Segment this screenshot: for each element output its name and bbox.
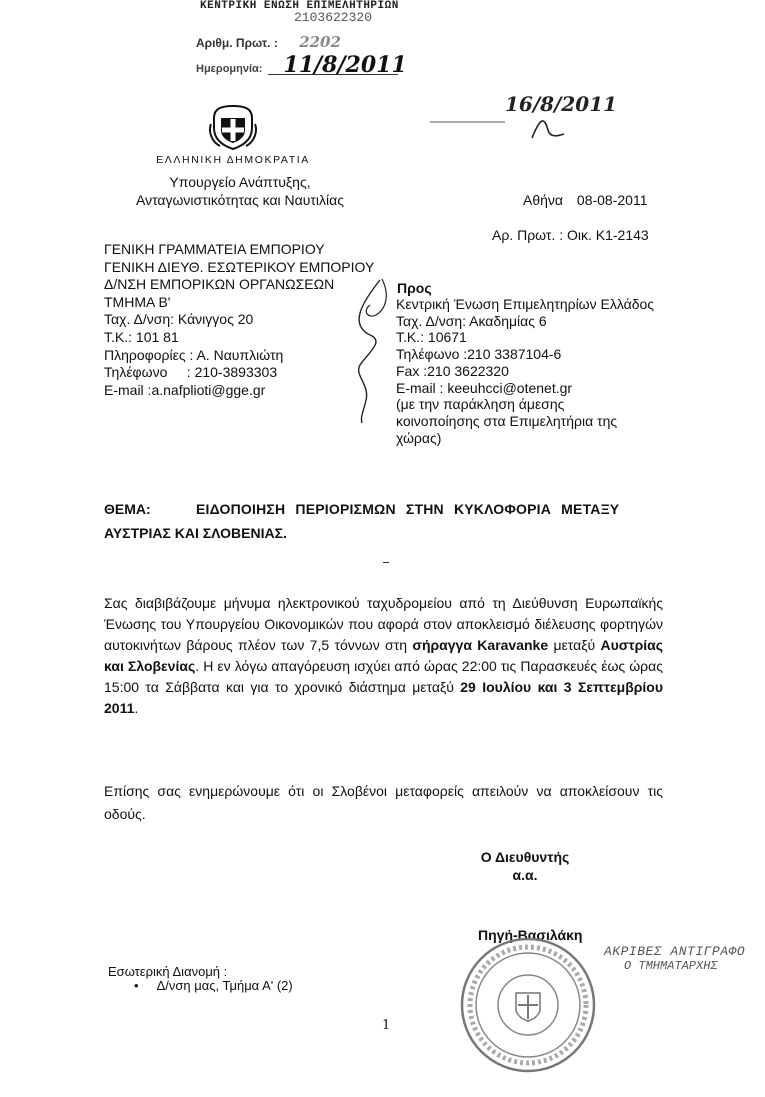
subject-label: ΘΕΜΑ: bbox=[104, 501, 151, 517]
body-emphasis: Αυστρίας και Σλοβενίας bbox=[104, 637, 664, 674]
recipient-label: Προς bbox=[397, 280, 432, 296]
recipient-line: Τηλέφωνο :210 3387104-6 bbox=[396, 346, 562, 363]
sender-block bbox=[104, 241, 374, 399]
certified-copy-stamp bbox=[604, 944, 745, 973]
sender-line: ΓΕΝΙΚΗ ΔΙΕΥΘ. ΕΣΩΤΕΡΙΚΟΥ ΕΜΠΟΡΙΟΥ bbox=[104, 258, 375, 275]
body-text: . bbox=[134, 700, 139, 716]
recipient-line: χώρας) bbox=[396, 429, 442, 446]
registry-date-label: Ημερομηνία: bbox=[196, 63, 263, 75]
ministry-line-2: Ανταγωνιστικότητας και Ναυτιλίας bbox=[135, 192, 344, 208]
recipient-line: κοινοποίησης στα Επιμελητήρια της bbox=[396, 412, 618, 429]
greek-coat-of-arms-icon bbox=[208, 104, 258, 150]
bullet-icon: • bbox=[134, 978, 139, 993]
place: Αθήνα bbox=[523, 192, 564, 208]
republic-title: ΕΛΛΗΝΙΚΗ ΔΗΜΟΚΡΑΤΙΑ bbox=[156, 154, 310, 166]
body-emphasis: σήραγγα Karavanke bbox=[412, 637, 549, 653]
registry-prot-value: 2202 bbox=[299, 33, 341, 51]
sender-line: ΓΕΝΙΚΗ ΓΡΑΜΜΑΤΕΙΑ ΕΜΠΟΡΙΟΥ bbox=[104, 241, 325, 257]
ministry-line-1: Υπουργείο Ανάπτυξης, bbox=[169, 174, 311, 190]
letter-date: 08-08-2011 bbox=[576, 192, 648, 208]
recipient-line: (με την παράκληση άμεσης bbox=[396, 396, 565, 413]
recipient-line: Κεντρική Ένωση Επιμελητηρίων Ελλάδος bbox=[396, 296, 655, 312]
distribution-item-text: Δ/νση μας, Τμήμα Α' (2) bbox=[156, 978, 293, 993]
copy-stamp-line-2: Ο ΤΜΗΜΑΤΑΡΧΗΣ bbox=[624, 959, 718, 973]
subject bbox=[104, 497, 664, 545]
body-paragraph-2: Επίσης σας ενημερώνουμε ότι οι Σλοβένοι μεταφορείς απειλούν να αποκλείσουν τις οδούς. bbox=[104, 783, 663, 822]
body-paragraph-1 bbox=[104, 593, 663, 719]
sender-line: Τ.Κ.: 101 81 bbox=[104, 328, 179, 345]
sender-line: Τηλέφωνο : 210-3893303 bbox=[104, 364, 278, 381]
signature-title: Ο Διευθυντής bbox=[480, 849, 570, 865]
sender-line: Ταχ. Δ/νση: Κάνιγγος 20 bbox=[104, 311, 254, 328]
signature-name: Πηγή-Βασιλάκη bbox=[478, 927, 583, 943]
subject-text: ΕΙΔΟΠΟΙΗΣΗ ΠΕΡΙΟΡΙΣΜΩΝ ΣΤΗΝ ΚΥΚΛΟΦΟΡΙΑ ΜΕΤΑΞΥ bbox=[196, 501, 620, 517]
registry-stamp-phone: 2103622320 bbox=[294, 10, 373, 25]
copy-stamp-line-1: ΑΚΡΙΒΕΣ ΑΝΤΙΓΡΑΦΟ bbox=[604, 944, 746, 959]
handwritten-date-mark bbox=[430, 112, 590, 142]
registry-date-value: 11/8/2011 bbox=[283, 52, 407, 78]
recipient-line: Ταχ. Δ/νση: Ακαδημίας 6 bbox=[396, 312, 547, 329]
recipient-block bbox=[396, 296, 654, 446]
registry-stamp-org: ΚΕΝΤΡΙΚΗ ΕΝΩΣΗ ΕΠΙΜΕΛΗΤΗΡΙΩΝ bbox=[200, 0, 399, 12]
subject-line-2: ΑΥΣΤΡΙΑΣ ΚΑΙ ΣΛΟΒΕΝΙΑΣ. bbox=[104, 525, 287, 541]
body-text: μεταξύ bbox=[548, 637, 601, 653]
distribution-item bbox=[134, 977, 293, 994]
page-number: 1 bbox=[382, 1018, 391, 1033]
signature-block bbox=[450, 848, 600, 884]
handwritten-annotation bbox=[340, 275, 400, 425]
protocol-number: Αρ. Πρωτ. : Οικ. Κ1-2143 bbox=[492, 227, 649, 243]
sender-line: Δ/ΝΣΗ ΕΜΠΟΡΙΚΩΝ ΟΡΓΑΝΩΣΕΩΝ bbox=[104, 276, 335, 293]
body-text: . Η εν λόγω απαγόρευση ισχύει από ώρας 22:00 τις Παρασκευές έως ώρας 15:00 τα Σάββατα και για το χρονικό διάστημα μεταξύ bbox=[104, 658, 663, 695]
sender-line: ΤΜΗΜΑ Β' bbox=[104, 293, 171, 310]
body-emphasis: 29 Ιουλίου και 3 Σεπτεμβρίου 2011 bbox=[104, 679, 663, 716]
body-text: Σας διαβιβάζουμε μήνυμα ηλεκτρονικού ταχυδρομείου από τη Διεύθυνση Ευρωπαϊκής Ένωσης του Υπουργείου Οικονομικών που αφορά στον αποκλεισμό διέλευσης φορτηγών αυτοκινήτων βάρους πλέον των 7,5 τόννων στη bbox=[104, 595, 663, 653]
registry-prot-label: Αριθμ. Πρωτ. : bbox=[196, 36, 278, 50]
subject-line-1 bbox=[104, 497, 664, 521]
recipient-line: Fax :210 3622320 bbox=[396, 362, 509, 379]
signature-aa: α.α. bbox=[512, 867, 538, 883]
distribution-label: Εσωτερική Διανομή : bbox=[108, 964, 228, 979]
place-date bbox=[523, 191, 647, 209]
handwritten-date: 16/8/2011 bbox=[505, 92, 618, 116]
registry-prot-row bbox=[196, 33, 341, 51]
official-seal-icon bbox=[458, 935, 598, 1075]
recipient-line: Τ.Κ.: 10671 bbox=[396, 329, 467, 346]
sender-email: E-mail :a.nafplioti@gge.gr bbox=[104, 381, 266, 398]
sender-line: Πληροφορίες : Α. Ναυπλιώτη bbox=[104, 346, 284, 363]
divider-dash bbox=[383, 562, 389, 563]
registry-date-underline bbox=[268, 74, 398, 75]
registry-stamp bbox=[200, 0, 500, 25]
ministry-name bbox=[100, 173, 380, 209]
recipient-line: E-mail : keeuhcci@otenet.gr bbox=[396, 379, 573, 396]
